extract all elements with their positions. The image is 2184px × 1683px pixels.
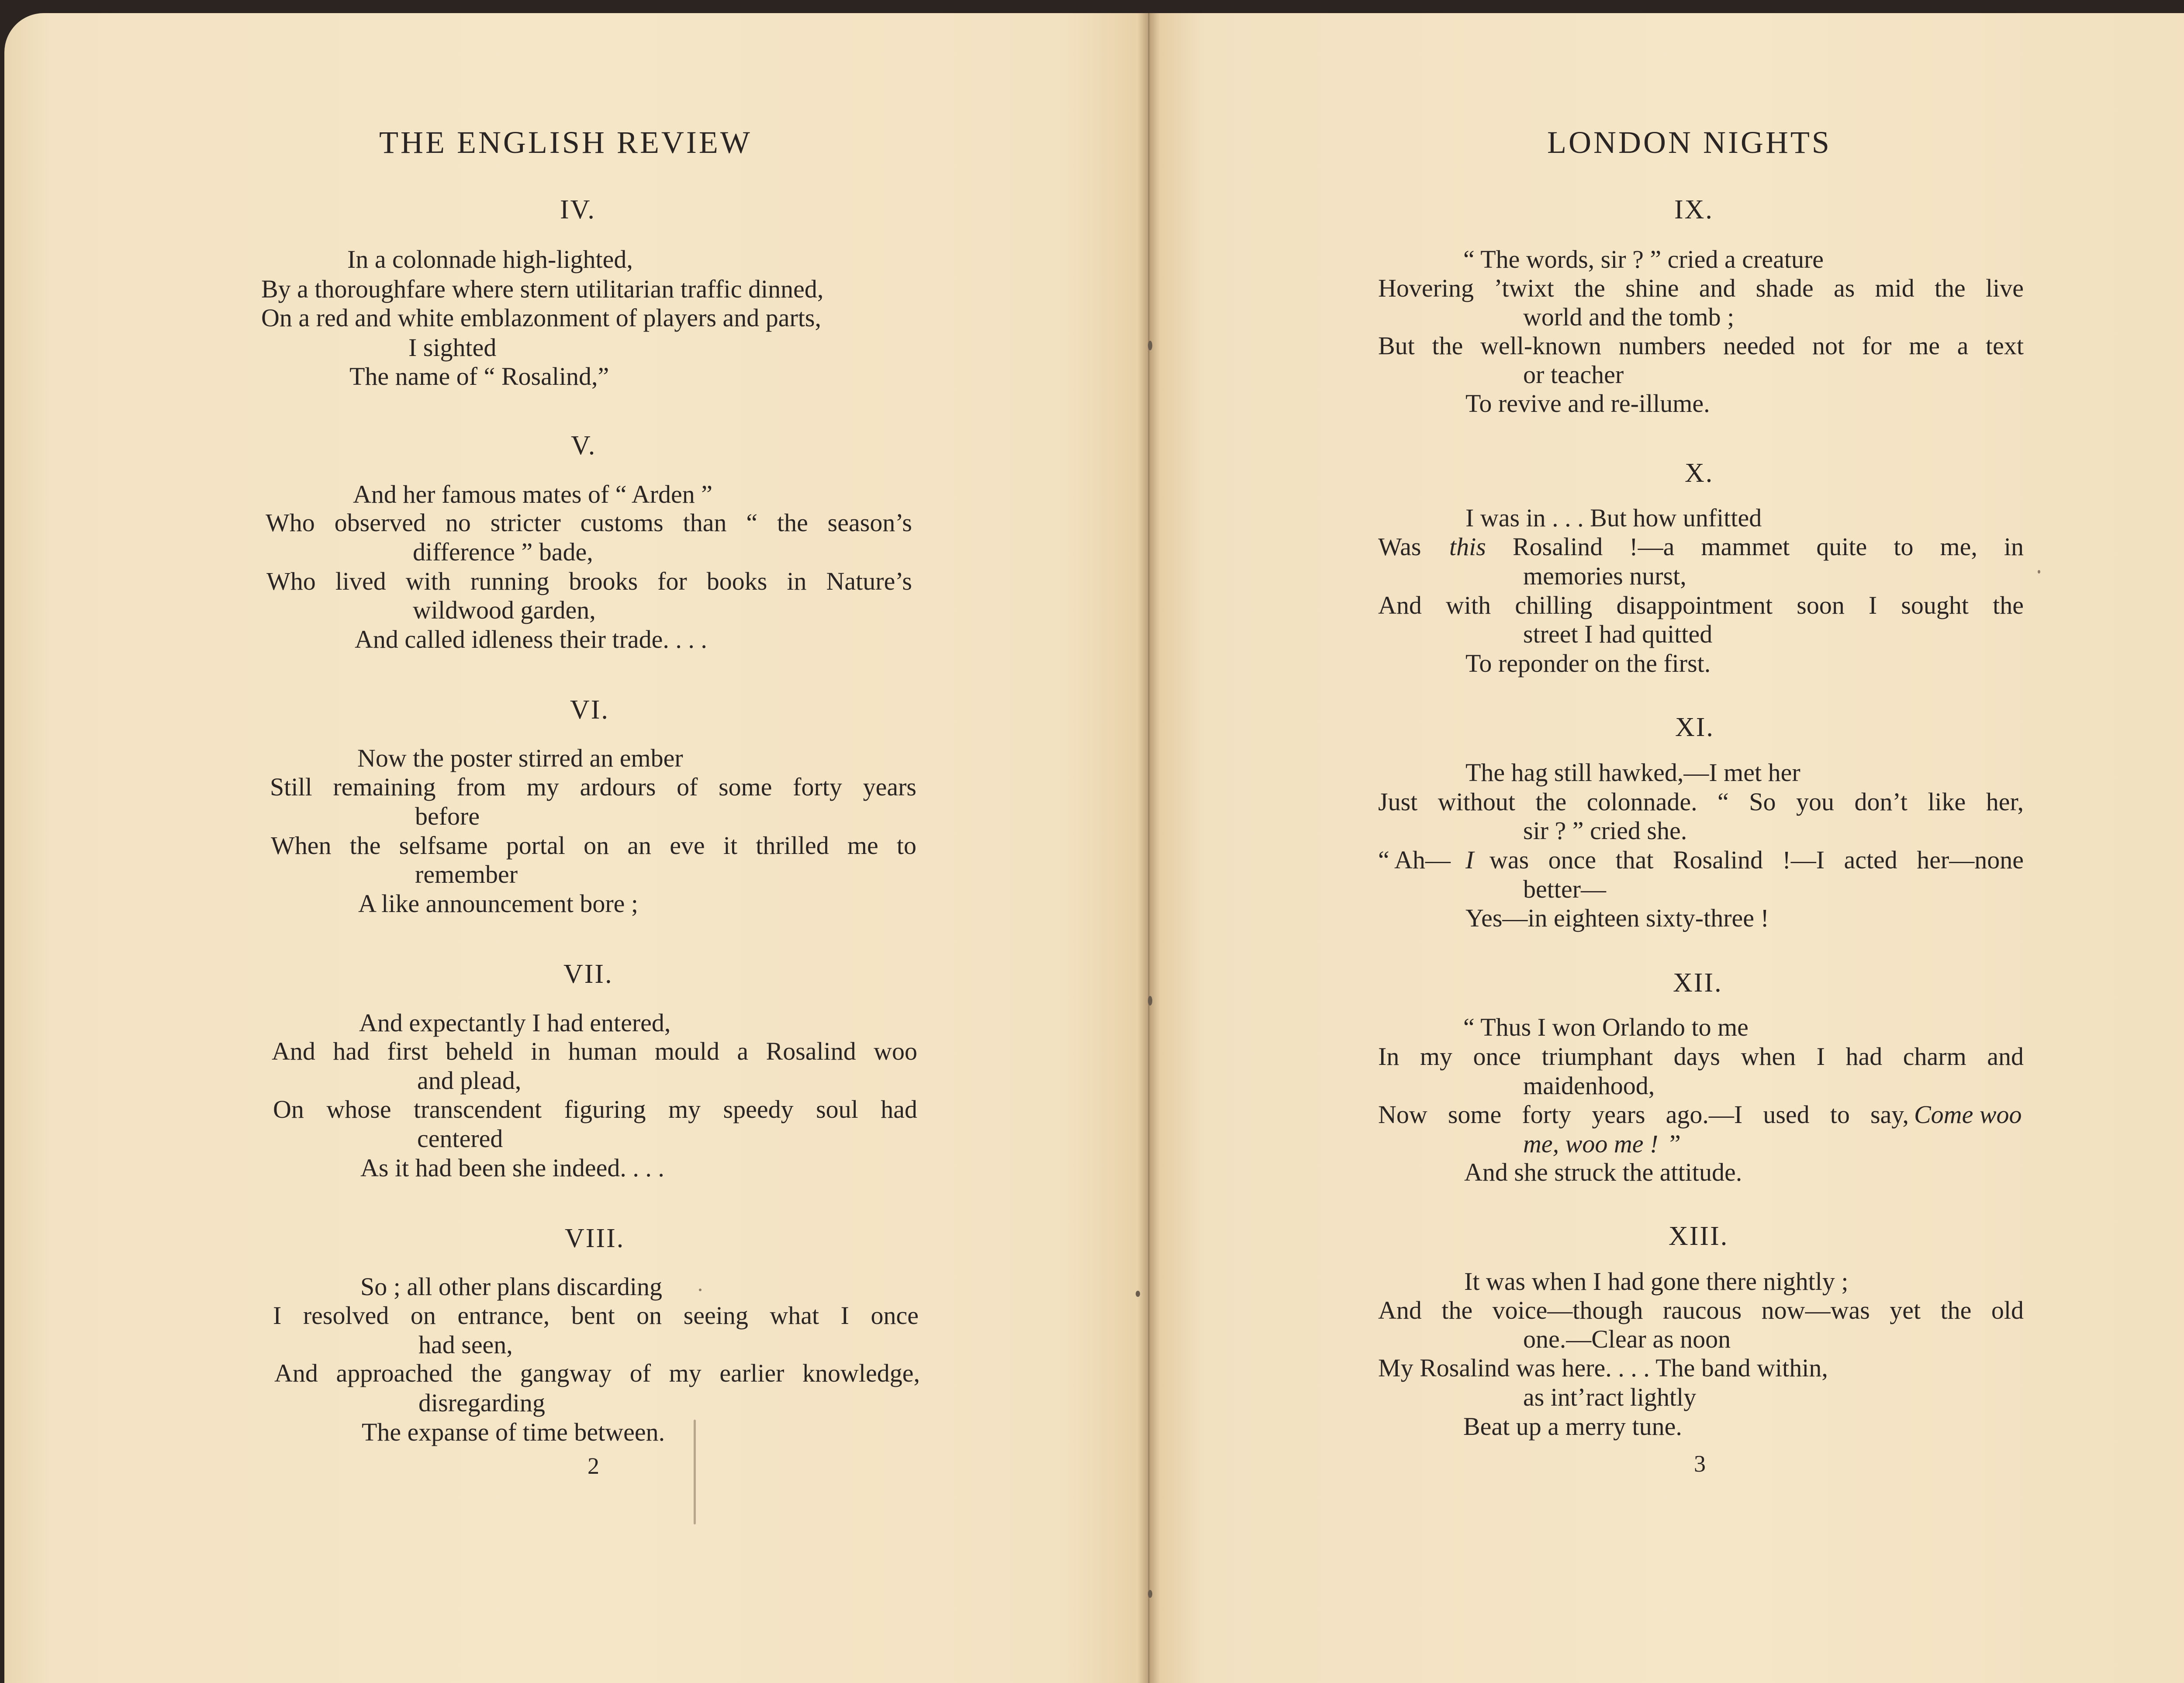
paper-speck — [699, 1289, 702, 1291]
poem-line: It was when I had gone there nightly ; — [1464, 1267, 1849, 1296]
poem-line: Who lived with running brooks for books in Nature’s — [266, 567, 912, 595]
poem-line: By a thoroughfare where stern utilitarian traffic dinned, — [261, 275, 824, 303]
poem-line: “ Thus I won Orlando to me — [1463, 1013, 1749, 1041]
paper-speck — [2038, 570, 2040, 574]
poem-line: And expectantly I had entered, — [359, 1009, 671, 1037]
poem-line: And with chilling disappointment soon I sought the — [1378, 591, 2024, 619]
poem-line: And had first beheld in human mould a Rosalind woo — [272, 1037, 917, 1065]
poem-line: The expanse of time between. — [362, 1418, 665, 1446]
section-number: VIII. — [565, 1223, 625, 1253]
poem-line: sir ? ” cried she. — [1523, 816, 1687, 845]
poem-line: I sighted — [408, 333, 497, 362]
poem-line: And approached the gangway of my earlier knowledge, — [274, 1359, 920, 1387]
poem-line: “ Ah— — [1378, 846, 1451, 874]
binding-thread — [1148, 996, 1152, 1006]
binding-thread — [1148, 341, 1152, 350]
poem-line: But the well-known numbers needed not for me a text — [1378, 332, 2024, 360]
book-gutter — [1138, 13, 1160, 1683]
poem-line: The name of “ Rosalind,” — [349, 362, 609, 391]
poem-line: And the voice—though raucous now—was yet the old — [1378, 1296, 2024, 1324]
poem-line: before — [415, 802, 480, 830]
poem-line: or teacher — [1523, 360, 1624, 389]
poem-line: In my once triumphant days when I had charm and — [1378, 1042, 2024, 1071]
poem-line: Now some forty years ago.—I used to say, — [1378, 1100, 1909, 1129]
section-number: VII. — [563, 959, 613, 989]
poem-line-italic: me, woo me ! — [1523, 1130, 1659, 1158]
poem-line: memories nurst, — [1523, 562, 1686, 590]
poem-line: had seen, — [418, 1331, 513, 1359]
poem-line: Who observed no stricter customs than “ the season’s — [266, 508, 912, 537]
section-number: IX. — [1674, 195, 1714, 225]
poem-line: was once that Rosalind !—I acted her—none — [1489, 846, 2024, 874]
poem-line: Yes—in eighteen sixty-three ! — [1465, 904, 1769, 932]
poem-line: And her famous mates of “ Arden ” — [353, 480, 713, 508]
section-number: XII. — [1673, 968, 1723, 998]
binding-thread — [1148, 1590, 1152, 1598]
running-head-left: THE ENGLISH REVIEW — [379, 125, 752, 160]
poem-line: Was — [1378, 532, 1421, 561]
poem-line-italic: this — [1449, 532, 1486, 561]
section-number: V. — [571, 431, 597, 460]
poem-line: When the selfsame portal on an eve it thrilled me to — [271, 831, 916, 860]
poem-line: In a colonnade high-lighted, — [347, 245, 633, 273]
poem-line: Hovering ’twixt the shine and shade as mid the live — [1378, 274, 2024, 302]
poem-line: as int’ract lightly — [1523, 1383, 1697, 1411]
poem-line: So ; all other plans discarding — [360, 1272, 663, 1301]
poem-line: And called idleness their trade. . . . — [355, 625, 707, 653]
poem-line: I resolved on entrance, bent on seeing what I once — [273, 1301, 919, 1330]
poem-line: and plead, — [417, 1066, 522, 1095]
poem-line: My Rosalind was here. . . . The band within, — [1378, 1354, 1828, 1382]
poem-line: And she struck the attitude. — [1464, 1158, 1742, 1186]
poem-line: As it had been she indeed. . . . — [360, 1154, 664, 1182]
poem-line: one.—Clear as noon — [1523, 1325, 1731, 1353]
poem-line: maidenhood, — [1523, 1071, 1655, 1100]
poem-line: ” — [1669, 1130, 1681, 1158]
poem-line: On whose transcendent figuring my speedy soul had — [273, 1095, 917, 1123]
poem-line: A like announcement bore ; — [358, 889, 639, 918]
poem-line: To reponder on the first. — [1465, 649, 1711, 677]
running-head-right: LONDON NIGHTS — [1547, 125, 1832, 160]
poem-line: Just without the colonnade. “ So you don’t like her, — [1378, 788, 2024, 816]
poem-line: disregarding — [418, 1389, 545, 1417]
poem-line: I was in . . . But how unfitted — [1465, 504, 1762, 532]
section-number: VI. — [570, 695, 609, 725]
poem-line-italic: Come woo — [1914, 1100, 2022, 1129]
section-number: XI. — [1675, 712, 1714, 742]
poem-line: Rosalind !—a mammet quite to me, in — [1513, 532, 2024, 561]
poem-line: On a red and white emblazonment of players and parts, — [261, 304, 822, 332]
section-number: X. — [1685, 458, 1714, 488]
poem-line: To revive and re-illume. — [1465, 389, 1710, 418]
page-number-right: 3 — [1694, 1451, 1706, 1477]
poem-line: “ The words, sir ? ” cried a creature — [1463, 245, 1824, 273]
page-number-left: 2 — [587, 1453, 599, 1479]
poem-line: better— — [1523, 875, 1607, 903]
poem-line: centered — [417, 1124, 503, 1153]
poem-line: Now the poster stirred an ember — [357, 744, 683, 772]
poem-line: wildwood garden, — [413, 596, 596, 624]
paper-crease — [694, 1420, 696, 1524]
paper-speck — [1136, 1291, 1140, 1297]
poem-line: difference ” bade, — [413, 538, 593, 566]
poem-line: street I had quitted — [1523, 620, 1713, 648]
section-number: IV. — [560, 195, 596, 225]
poem-line: Still remaining from my ardours of some forty years — [270, 773, 916, 801]
poem-line-italic: I — [1465, 846, 1474, 874]
poem-line: remember — [415, 860, 518, 888]
section-number: XIII. — [1669, 1221, 1729, 1251]
poem-line: Beat up a merry tune. — [1463, 1412, 1682, 1441]
poem-line: The hag still hawked,—I met her — [1465, 758, 1800, 787]
poem-line: world and the tomb ; — [1523, 303, 1735, 331]
